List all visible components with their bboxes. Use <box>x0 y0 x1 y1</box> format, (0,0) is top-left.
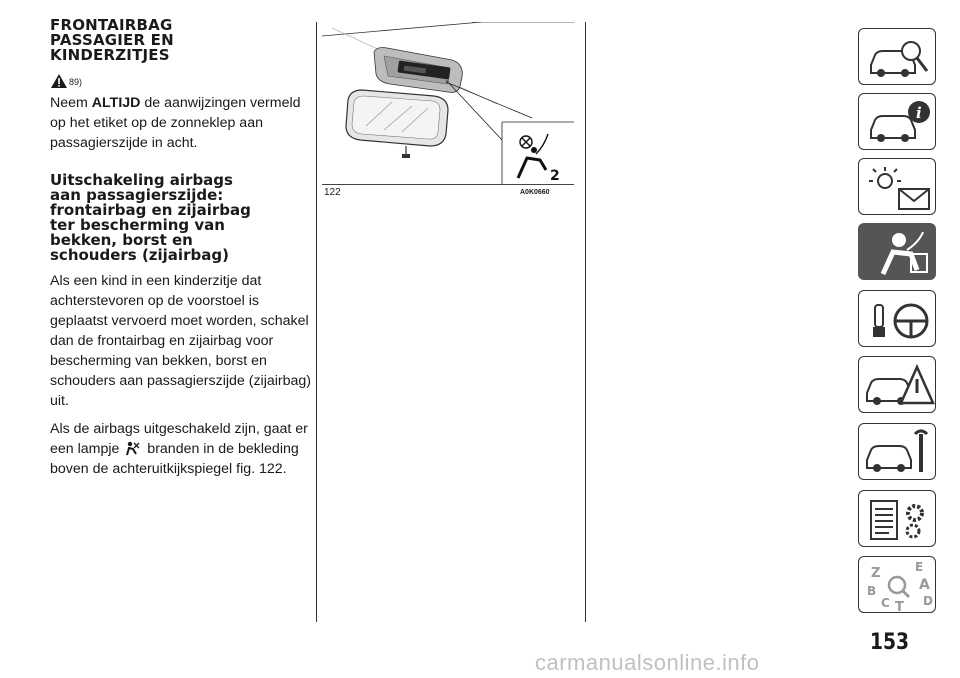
airbag-off-icon <box>125 441 141 456</box>
svg-text:A: A <box>919 577 930 593</box>
tab-car-info[interactable] <box>858 93 936 150</box>
steering-wheel-icon <box>859 291 937 348</box>
tab-maintenance[interactable] <box>858 423 936 480</box>
svg-text:C: C <box>881 596 890 610</box>
rearview-mirror-illustration <box>322 22 574 184</box>
subsection-title-line: ter bescherming van <box>50 216 225 234</box>
intro-paragraph <box>50 93 312 153</box>
alphabet-index-icon <box>859 557 937 614</box>
section-title-line: KINDERZITJES <box>50 46 170 64</box>
intro-text: de aanwijzingen vermeld op het etiket op de zonneklep aan passagierszijde in acht. <box>50 95 301 151</box>
intro-text: Neem <box>50 95 92 111</box>
indicator-text: Als de airbags uitgeschakeld zijn, gaat er een lampje <box>50 421 308 457</box>
figure-number: 122 <box>324 187 341 198</box>
figure-caption-rule <box>322 184 574 185</box>
column-divider <box>585 22 586 622</box>
car-info-icon <box>859 94 937 151</box>
page-number: 153 <box>870 630 910 655</box>
airbag-seatbelt-icon <box>859 224 937 281</box>
tab-lights-messages[interactable] <box>858 158 936 215</box>
tab-car-search[interactable] <box>858 28 936 85</box>
section-title <box>50 18 312 63</box>
intro-emphasis: ALTIJD <box>91 95 141 111</box>
tab-technical-data[interactable] <box>858 490 936 547</box>
tab-safety[interactable] <box>858 223 936 280</box>
svg-text:D: D <box>923 594 933 608</box>
subsection-title-line: Uitschakeling airbags <box>50 171 233 189</box>
tab-emergency[interactable] <box>858 356 936 413</box>
warning-ref-number: 89) <box>69 77 83 87</box>
svg-text:T: T <box>895 600 904 614</box>
subsection-title-line: frontairbag en zijairbag <box>50 201 251 219</box>
data-gear-icon <box>859 491 937 548</box>
subsection-title-line: bekken, borst en <box>50 231 193 249</box>
indicator-text: branden in de bekleding boven de achteruitkijkspiegel fig. 122. <box>50 441 299 477</box>
paragraph-deactivation: Als een kind in een kinderzitje dat achterstevoren op de voorstoel is geplaatst vervoerd moet worden, schakel dan de frontairbag en zijairbag voor bescherming van bekken, borst en schouders aan passagierszijde (zijairbag) uit. <box>50 273 312 409</box>
tab-index[interactable] <box>858 556 936 613</box>
car-search-icon <box>859 29 937 86</box>
svg-text:E: E <box>915 560 924 574</box>
tab-driving[interactable] <box>858 290 936 347</box>
warning-lights-icon <box>859 159 937 216</box>
subsection-title-line: aan passagierszijde: <box>50 186 224 204</box>
svg-text:Z: Z <box>871 566 881 581</box>
car-warning-icon <box>859 357 937 414</box>
paragraph-indicator <box>50 419 312 479</box>
subsection-title <box>50 173 312 263</box>
section-title-line: PASSAGIER EN <box>50 31 174 49</box>
warning-triangle-icon <box>50 73 68 89</box>
figure-code: A0K0660 <box>520 189 550 196</box>
svg-text:2: 2 <box>550 168 560 184</box>
warning-reference <box>50 69 312 89</box>
subsection-title-line: schouders (zijairbag) <box>50 246 229 264</box>
car-wrench-icon <box>859 424 937 481</box>
svg-text:B: B <box>867 584 877 598</box>
figure-122 <box>322 22 574 184</box>
section-title-line: FRONTAIRBAG <box>50 16 173 34</box>
left-column <box>50 18 312 479</box>
svg-text:i: i <box>916 104 922 122</box>
column-divider <box>316 22 317 622</box>
watermark-text: carmanualsonline.info <box>535 650 760 675</box>
passenger-airbag-off-symbol <box>518 134 560 184</box>
